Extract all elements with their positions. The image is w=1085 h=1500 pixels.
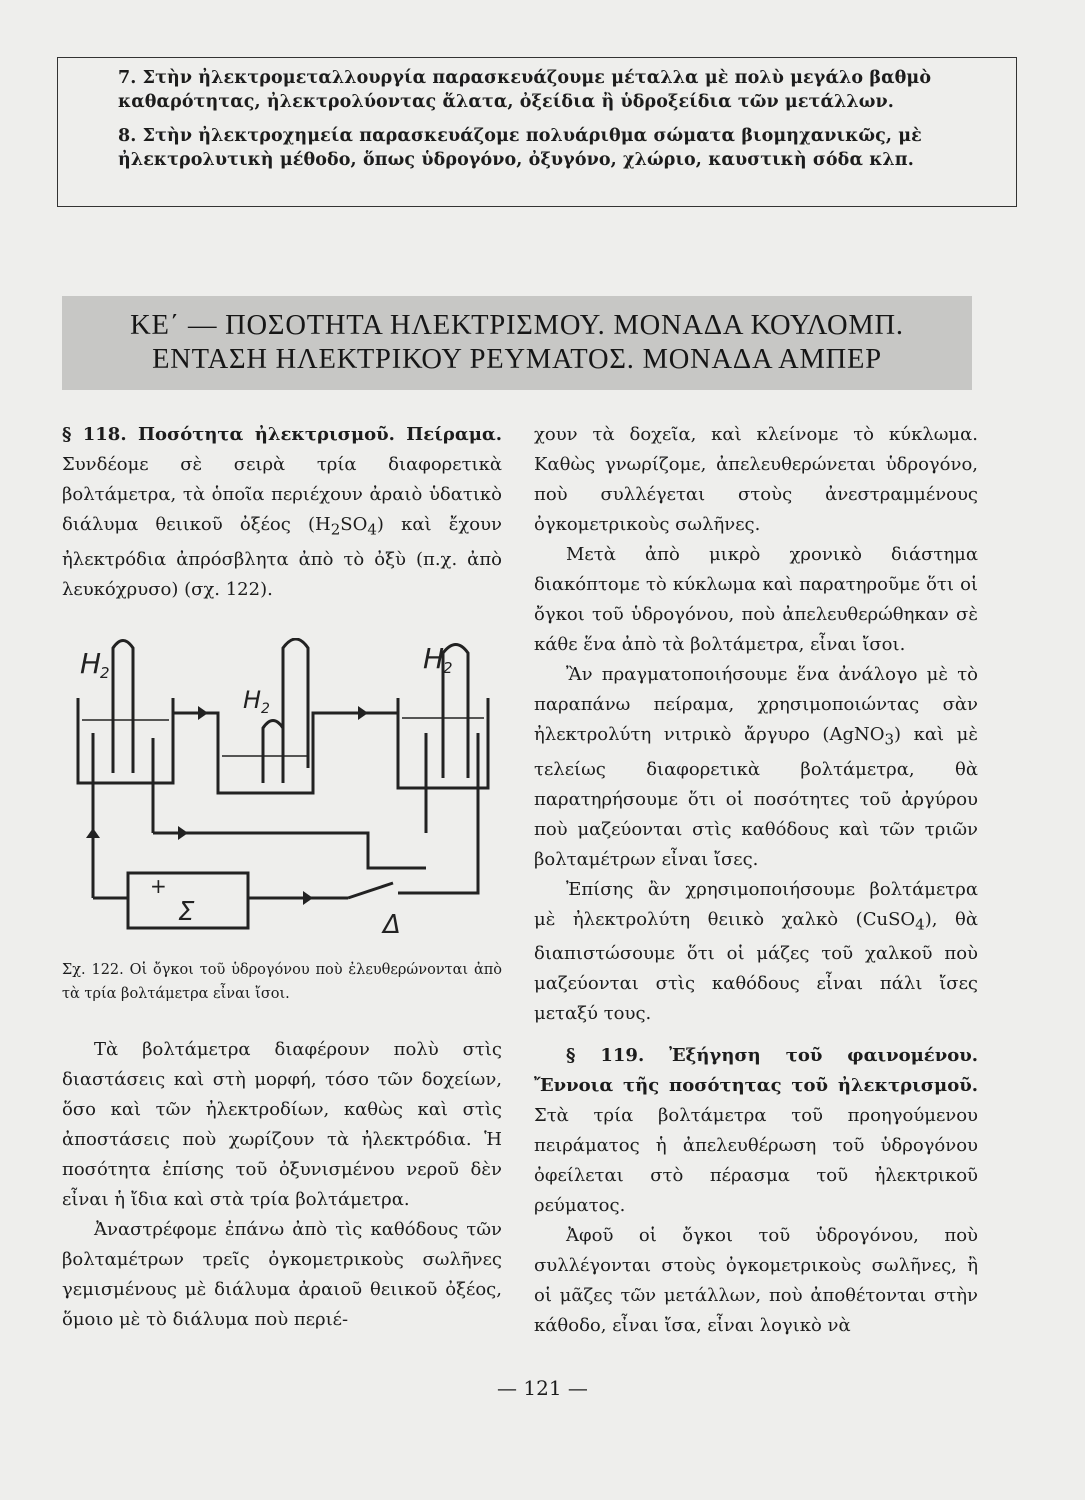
voltameter-figure xyxy=(68,638,496,943)
paragraph-equal-masses: Ἀφοῦ οἱ ὄγκοι τοῦ ὑδρογόνου, ποὺ συλλέγονται στοὺς ὀγκομετρικοὺς σωλῆνες, ἢ οἱ μᾶζες τῶν μετάλλων, ποὺ ἀποθέτονται στὴν κάθοδο, εἶναι ἴσα, εἶναι λογικὸ νὰ xyxy=(534,1225,978,1337)
paragraph-silver-nitrate: Ἂν πραγματοποιήσουμε ἕνα ἀνάλογο μὲ τὸ παραπάνω πείραμα, χρησιμοποιώντας σὰν ἠλεκτρολύτη νιτρικὸ ἄργυρο (AgNO$_3$) καὶ μὲ τελείως διαφορετικὰ βολτάμετρα, θὰ παρατηρήσουμε ὅτι οἱ ποσότητες τοῦ ἀργύρου ποὺ μαζεύονται στὶς καθόδους καὶ τῶν τριῶν βολταμέτρων εἶναι ἴσες. xyxy=(534,664,978,870)
h2-label-3-sub: 2 xyxy=(443,659,453,677)
left-column-top xyxy=(62,420,502,605)
circuit-wire-middle xyxy=(313,713,398,738)
chapter-title-line-1: ΚΕ΄ — ΠΟΣΟΤΗΤΑ ΗΛΕΚΤΡΙΣΜΟΥ. ΜΟΝΑΔΑ ΚΟΥΛΟΜΠ. xyxy=(130,310,904,341)
h2-label-1-sub: 2 xyxy=(100,664,110,682)
section-119-heading: § 119. Ἐξήγηση τοῦ φαινομένου. Ἔννοια τῆς ποσότητας τοῦ ἠλεκτρισμοῦ. xyxy=(534,1045,978,1097)
paragraph-copper-sulfate: Ἐπίσης ἂν χρησιμοποιήσουμε βολτάμετρα μὲ ἠλεκτρολύτη θειικὸ χαλκὸ (CuSO$_4$), θὰ διαπιστώσουμε ὅτι οἱ μάζες τοῦ χαλκοῦ ποὺ μαζεύονται στὶς καθόδους εἶναι πάλι ἴσες μεταξύ τους. xyxy=(534,878,978,1025)
chapter-banner xyxy=(62,296,972,390)
sigma-label: Σ xyxy=(178,897,195,927)
gas-tube-2 xyxy=(263,721,283,784)
paragraph-close-circuit: χουν τὰ δοχεῖα, καὶ κλείνομε τὸ κύκλωμα. Καθὼς γνωρίζομε, ἀπελευθερώνεται ὑδρογόνο, ποὺ συλλέγεται στοὺς ἀνεστραμμένους ὀγκομετρικοὺς σωλῆνες. xyxy=(534,424,978,535)
voltameter-diagram xyxy=(68,638,496,943)
delta-label: Δ xyxy=(383,910,401,940)
voltameter-2-vessel xyxy=(218,738,313,793)
right-column xyxy=(534,420,978,1341)
section-119-paragraph: § 119. Ἐξήγηση τοῦ φαινομένου. Ἔννοια τῆς ποσότητας τοῦ ἠλεκτρισμοῦ. Στὰ τρία βολτάμετρα τοῦ προηγούμενου πειράματος ἡ ἀπελευθέρωση τοῦ ὑδρογόνου ὀφείλεται στὸ πέρασμα τοῦ ἠλεκτρικοῦ ρεύματος. xyxy=(534,1045,978,1217)
paragraph-inverted-tubes: Ἀναστρέφομε ἐπάνω ἀπὸ τὶς καθόδους τῶν βολταμέτρων τρεῖς ὀγκομετρικοὺς σωλῆνες γεμισμένους μὲ διάλυμα ἀραιοῦ θειικοῦ ὀξέος, ὅμοιο μὲ τὸ διάλυμα ποὺ περιέ- xyxy=(62,1219,502,1330)
chapter-title-line-2: ΕΝΤΑΣΗ ΗΛΕΚΤΡΙΚΟΥ ΡΕΥΜΑΤΟΣ. ΜΟΝΑΔΑ ΑΜΠΕΡ xyxy=(152,344,882,375)
h2-label-1: H xyxy=(80,647,102,680)
h2-label-3: H xyxy=(423,642,445,675)
plus-label: + xyxy=(150,874,167,898)
h2-label-2: H xyxy=(243,686,262,714)
gas-tube-3 xyxy=(283,639,308,783)
gas-tube-1 xyxy=(113,641,133,774)
page-number: — 121 — xyxy=(497,1376,588,1400)
section-118-paragraph: § 118. Ποσότητα ἠλεκτρισμοῦ. Πείραμα. Συνδέομε σὲ σειρὰ τρία διαφορετικὰ βολτάμετρα, τὰ ὁποῖα περιέχουν ἀραιὸ ὑδατικὸ διάλυμα θειικοῦ ὀξέος $(H_2SO_4)$ καὶ ἔχουν ἠλεκτρόδια ἀπρόσβλητα ἀπὸ τὸ ὀξὺ (π.χ. ἀπὸ λευκόχρυσο) (σχ. 122). xyxy=(62,424,502,600)
summary-item-7: 7. Στὴν ἠλεκτρομεταλλουργία παρασκευάζουμε μέταλλα μὲ πολὺ μεγάλο βαθμὸ καθαρότητας, ἠλεκτρολύοντας ἅλατα, ὀξείδια ἢ ὑδροξείδια τῶν μετάλλων. xyxy=(118,68,932,112)
paragraph-voltameters-differ: Τὰ βολτάμετρα διαφέρουν πολὺ στὶς διαστάσεις καὶ στὴ μορφή, τόσο τῶν δοχείων, ὅσο καὶ τῶν ἠλεκτροδίων, καθὼς καὶ στὶς ἀποστάσεις ποὺ χωρίζουν τὰ ἠλεκτρόδια. Ἡ ποσότητα ἐπίσης τοῦ ὀξυνισμένου νεροῦ δὲν εἶναι ἡ ἴδια καὶ στὰ τρία βολτάμετρα. xyxy=(62,1039,502,1210)
figure-caption: Σχ. 122. Οἱ ὄγκοι τοῦ ὑδρογόνου ποὺ ἐλευθερώνονται ἀπὸ τὰ τρία βολτάμετρα εἶναι ἴσοι. xyxy=(62,962,502,1002)
h2-label-2-sub: 2 xyxy=(261,701,270,717)
summary-box xyxy=(57,57,1017,207)
circuit-wire-lower xyxy=(153,833,426,868)
summary-item-8: 8. Στὴν ἠλεκτροχημεία παρασκευάζομε πολυάριθμα σώματα βιομηχανικῶς, μὲ ἠλεκτρολυτικὴ μέθοδο, ὅπως ὑδρογόνο, ὀξυγόνο, χλώριο, καυστικὴ σόδα κλπ. xyxy=(118,126,922,170)
section-118-heading: § 118. Ποσότητα ἠλεκτρισμοῦ. Πείραμα. xyxy=(62,424,502,445)
circuit-wire-upper xyxy=(173,713,218,738)
paragraph-equal-volumes: Μετὰ ἀπὸ μικρὸ χρονικὸ διάστημα διακόπτομε τὸ κύκλωμα καὶ παρατηροῦμε ὅτι οἱ ὄγκοι τοῦ ὑδρογόνου, ποὺ ἀπελευθερώθηκαν σὲ κάθε ἕνα ἀπὸ τὰ βολτάμετρα, εἶναι ἴσοι. xyxy=(534,544,978,655)
switch-lever xyxy=(348,883,393,898)
left-column-bottom xyxy=(62,1035,502,1335)
